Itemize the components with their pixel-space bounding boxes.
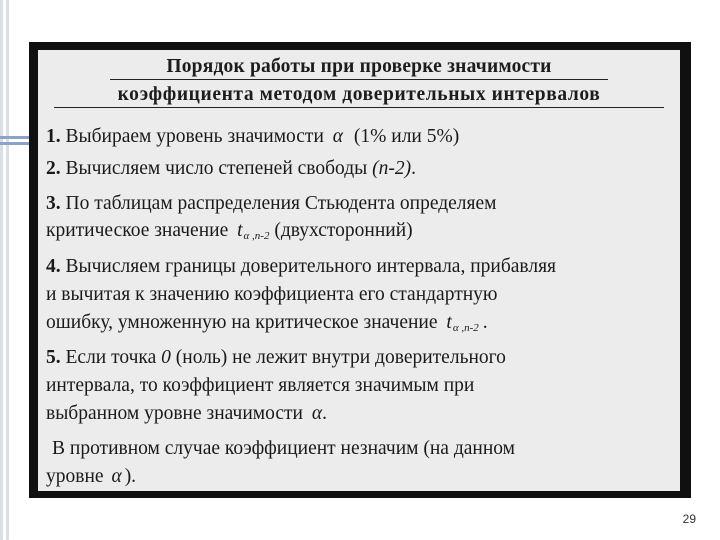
alpha-symbol: α (332, 126, 344, 147)
t-critical-symbol: t (237, 220, 243, 241)
step-3-tail: (двухсторонний) (274, 220, 413, 241)
step-2-text: Вычисляем число степеней свободы (65, 158, 368, 179)
step-1-text: Выбираем уровень значимости (65, 126, 324, 147)
step-5-text-2: интервала, то коэффициент является значимым при (46, 375, 475, 396)
step-4-line-3 (46, 312, 488, 334)
title-line-2: коэффициента методом доверительных интервалов (38, 84, 680, 106)
step-5-number: 5. (46, 347, 61, 368)
zero-symbol: 0 (161, 347, 171, 368)
alpha-symbol-2: α (311, 403, 323, 424)
otherwise-line-2 (46, 466, 136, 488)
page-number: 29 (682, 512, 696, 526)
step-4-text-3: ошибку, умноженную на критическое значение (46, 312, 438, 333)
step-5-end: . (322, 403, 327, 424)
otherwise-text-2b: ). (124, 466, 137, 487)
t-critical-subscript: α ,n-2 (243, 230, 270, 242)
step-3-line-1 (46, 193, 497, 215)
step-4-line-2 (46, 284, 497, 306)
step-4-end: . (482, 312, 488, 333)
step-4-text-1: Вычисляем границы доверительного интервала, прибавляя (65, 256, 557, 277)
step-2-end: . (411, 158, 416, 179)
step-3-line-2 (46, 220, 413, 242)
step-5-text-3: выбранном уровне значимости (46, 403, 303, 424)
otherwise-line-1 (52, 438, 515, 460)
step-3-text-1: По таблицам распределения Стьюдента определяем (65, 193, 497, 214)
step-4-text-2: и вычитая к значению коэффициента его стандартную (46, 284, 498, 305)
t-critical-symbol-2: t (446, 312, 452, 333)
step-3-text-2: критическое значение (46, 220, 229, 241)
step-5-text-1a: Если точка (65, 347, 157, 368)
step-5-line-3 (46, 403, 327, 425)
step-5-text-1b: (ноль) не лежит внутри доверительного (175, 347, 506, 368)
step-1-tail: (1% или 5%) (353, 126, 460, 147)
step-2-number: 2. (46, 158, 61, 179)
step-2-df: (n-2) (372, 158, 412, 179)
step-2 (46, 158, 416, 180)
step-5-line-2 (46, 375, 474, 397)
step-1-number: 1. (46, 126, 61, 147)
decorative-vertical-stripes (0, 0, 14, 540)
step-4-number: 4. (46, 256, 61, 277)
content-panel (38, 50, 680, 491)
step-3-number: 3. (46, 193, 61, 214)
t-critical-subscript-2: α ,n-2 (452, 322, 479, 334)
otherwise-text-1: В противном случае коэффициент незначим (на данном (52, 438, 515, 459)
step-4-line-1 (46, 256, 556, 278)
title-line-1: Порядок работы при проверке значимости (38, 56, 680, 78)
alpha-symbol-3: α (111, 466, 122, 487)
otherwise-text-2a: уровне (46, 466, 104, 487)
step-5-line-1 (46, 347, 506, 369)
step-1 (46, 126, 459, 148)
